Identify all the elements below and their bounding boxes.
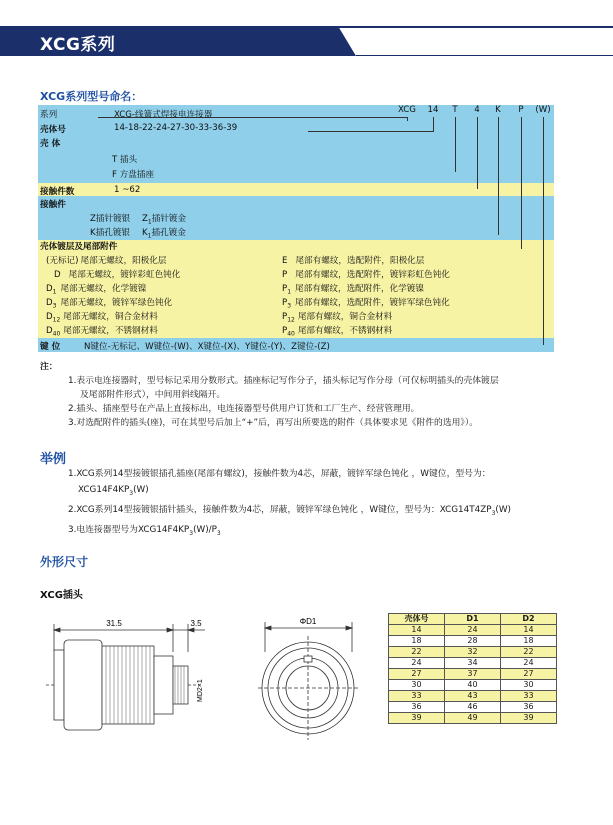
cell: 39 — [501, 713, 557, 724]
table-row — [389, 713, 557, 724]
table-row — [389, 625, 557, 636]
code-key: (W) — [535, 105, 551, 115]
header-cell: 壳体号 — [389, 614, 445, 625]
cell: 27 — [501, 669, 557, 680]
shell-size-values: 14-18-22-24-27-30-33-36-39 — [114, 123, 238, 133]
label-contacts: 接触件 — [40, 200, 66, 210]
note-1: 1.表示电连接器时，型号标记采用分数形式。插座标记写作分子，插头标记写作分母（可仅标明插头的壳体镀层 — [68, 376, 499, 386]
leader-shell — [455, 117, 456, 172]
cell: 33 — [501, 691, 557, 702]
cell: 30 — [501, 680, 557, 691]
cell: 18 — [389, 636, 445, 647]
examples — [40, 466, 580, 541]
cell: 24 — [501, 658, 557, 669]
header-cell: D2 — [501, 614, 557, 625]
plug-label: XCG插头 — [40, 590, 83, 601]
plating-right-2: $P_1$ 尾部有螺纹，选配附件，化学镀镍 — [282, 284, 424, 296]
cell: 40 — [445, 680, 501, 691]
shell-f: F 方盘插座 — [112, 170, 155, 180]
code-shell-size: 14 — [427, 105, 439, 115]
leader-contacts-count — [477, 117, 478, 189]
note-1-cont: 及尾部附件形式），中间用斜线隔开。 — [80, 390, 226, 400]
cell: 34 — [445, 658, 501, 669]
cell: 37 — [445, 669, 501, 680]
contacts-count-value: 1 ~62 — [114, 185, 141, 195]
label-key: 键 位 — [40, 342, 61, 352]
cell: 22 — [389, 647, 445, 658]
table-row — [389, 702, 557, 713]
cell: 14 — [501, 625, 557, 636]
example-heading: 举例 — [40, 452, 67, 467]
dim-thread: MD2×1 — [197, 679, 204, 702]
cell: 49 — [445, 713, 501, 724]
cell: 14 — [389, 625, 445, 636]
cell: 28 — [445, 636, 501, 647]
shell-t: T 插头 — [112, 155, 138, 165]
plug-drawing — [40, 612, 380, 752]
cell: 36 — [501, 702, 557, 713]
naming-heading: XCG系列型号命名： — [40, 90, 143, 103]
cell: 46 — [445, 702, 501, 713]
leader-shell-size — [308, 131, 433, 132]
note-3: 3.对选配附件的插头(座)，可在其型号后加上“+”后，再写出所要选的附件（具体要求见《附件的选用》）。 — [68, 418, 479, 428]
example-2: 2.XCG系列14型接镀银插针插头，接触件数为4芯，屏蔽，镀锌军绿色钝化 ，W键位，型号为：$XCG14T4ZP_3(W)$ — [68, 504, 511, 517]
contacts-z1: $Z_1$插针镀金 — [142, 214, 187, 226]
notes-label: 注： — [40, 362, 58, 372]
plating-right-0: E 尾部有螺纹，选配附件，阳极化层 — [282, 256, 425, 266]
plating-left-1: D 尾部无螺纹，镀锌彩虹色钝化 — [54, 270, 181, 280]
plating-left-4: $D_{12}$ 尾部无螺纹，铜合金材料 — [46, 312, 158, 324]
code-plating: P — [518, 105, 524, 115]
plating-right-4: $P_{12}$ 尾部有螺纹，铜合金材料 — [282, 312, 393, 324]
plating-left-0: (无标记) 尾部无螺纹，阳极化层 — [46, 256, 167, 266]
note-2: 2.插头、插座型号在产品上直接标出，电连接器型号供用户订货和工厂生产、经营管理用。 — [68, 404, 420, 414]
code-contacts-count: 4 — [474, 105, 480, 115]
dim-length: 31.5 — [106, 619, 122, 628]
example-3: 3.电连接器型号为$XCG14F4KP_3(W)/P_3$ — [68, 524, 221, 537]
notes — [40, 360, 580, 430]
cell: 24 — [389, 658, 445, 669]
naming-table — [38, 105, 554, 352]
table-row — [389, 680, 557, 691]
dimension-table — [388, 613, 557, 724]
table-row — [389, 669, 557, 680]
code-series: XCG — [398, 105, 416, 115]
label-series: 系列 — [40, 110, 58, 120]
cell: 30 — [389, 680, 445, 691]
cell: 33 — [389, 691, 445, 702]
table-row — [389, 636, 557, 647]
contacts-k1: $K_1$插孔镀金 — [142, 228, 186, 240]
label-contacts-count: 接触件数 — [40, 187, 75, 197]
header-cell: D1 — [445, 614, 501, 625]
key-desc: N键位-无标记、W键位-(W)、X键位-(X)、Y键位-(Y)、Z键位-(Z) — [84, 342, 330, 352]
label-plating: 壳体镀层及尾部附件 — [40, 242, 118, 252]
code-shell: T — [452, 105, 458, 115]
cell: 36 — [389, 702, 445, 713]
contacts-z: Z插针镀银 — [90, 214, 131, 224]
plating-right-5: $P_{40}$ 尾部有螺纹，不锈钢材料 — [282, 326, 393, 338]
label-shell: 壳 体 — [40, 139, 61, 149]
plating-left-5: $D_{40}$ 尾部无螺纹，不锈钢材料 — [46, 326, 158, 338]
table-row — [389, 658, 557, 669]
cell: 24 — [445, 625, 501, 636]
label-shell-size: 壳体号 — [40, 125, 66, 135]
table-row — [389, 647, 557, 658]
code-contacts: K — [495, 105, 501, 115]
series-desc: XCG-线簧式焊接电连接器 — [114, 110, 213, 120]
contacts-k: K插孔镀银 — [90, 228, 131, 238]
leader-plating — [521, 117, 522, 249]
cell: 39 — [389, 713, 445, 724]
table-row — [389, 691, 557, 702]
dim-tail: 3.5 — [190, 619, 202, 628]
page-title: XCG系列 — [40, 35, 116, 55]
plating-right-1: P 尾部有螺纹，选配附件，镀锌彩虹色钝化 — [282, 270, 450, 280]
dimensions-heading: 外形尺寸 — [40, 555, 89, 569]
cell: 18 — [501, 636, 557, 647]
leader-contacts — [498, 117, 499, 235]
plating-right-3: $P_3$ 尾部有螺纹，选配附件，镀锌军绿色钝化 — [282, 298, 450, 310]
cell: 43 — [445, 691, 501, 702]
example-1: 1.XCG系列14型接镀银插孔插座(尾部有螺纹)，接触件数为4芯，屏蔽，镀锌军绿色钝化 ，W键位，型号为： — [68, 469, 491, 479]
plating-left-3: $D_3$ 尾部无螺纹，镀锌军绿色钝化 — [46, 298, 173, 310]
cell: 27 — [389, 669, 445, 680]
leader-key — [543, 117, 544, 345]
example-1-model: $XCG14F4KP_3(W)$ — [78, 485, 149, 497]
table-header — [389, 614, 557, 625]
cell: 32 — [445, 647, 501, 658]
cell: 22 — [501, 647, 557, 658]
dim-d1: ΦD1 — [299, 617, 317, 626]
header-banner — [0, 26, 613, 56]
plating-left-2: $D_1$ 尾部无螺纹，化学镀镍 — [46, 284, 147, 296]
